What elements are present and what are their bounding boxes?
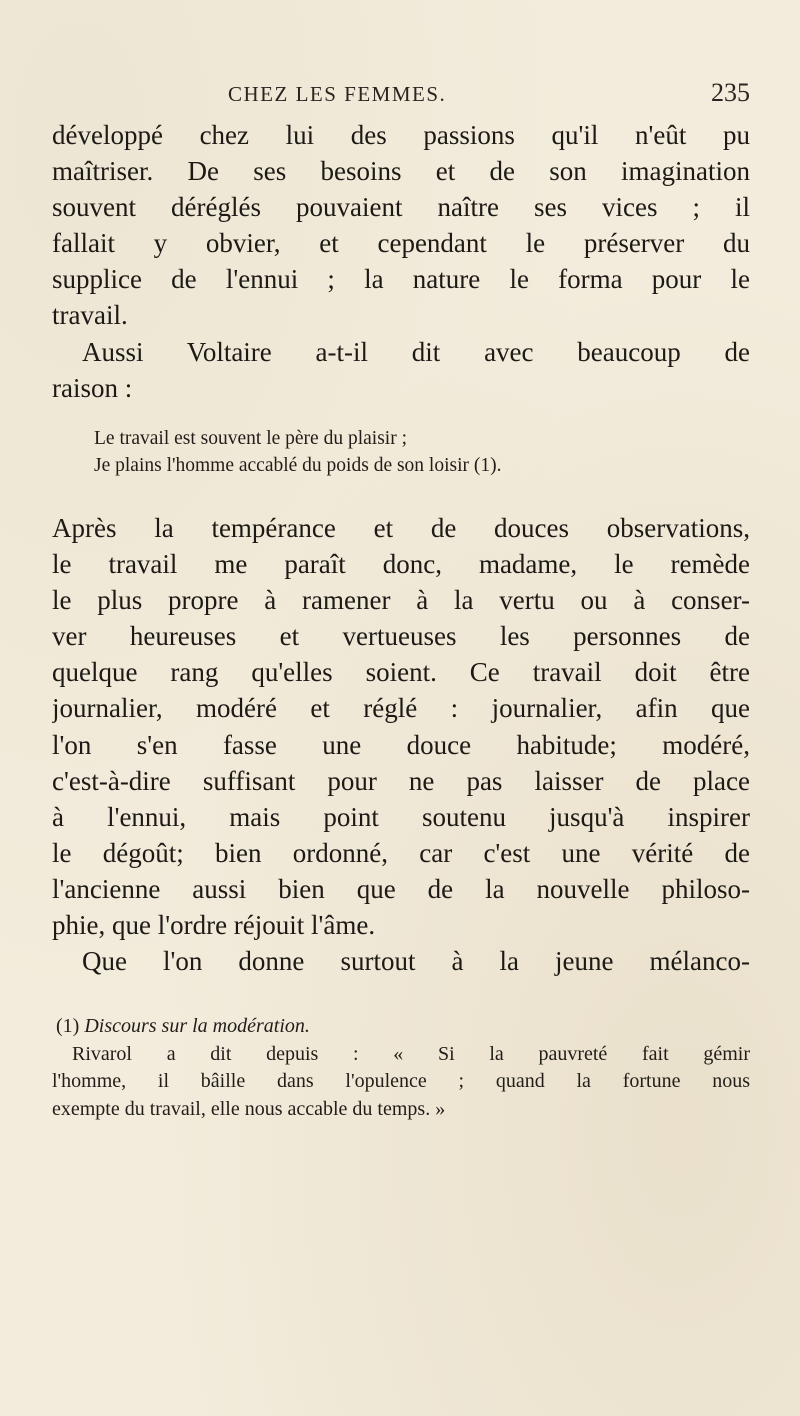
text-line: l'ancienne aussi bien que de la nouvelle philoso- (52, 873, 750, 904)
text-line: développé chez lui des passions qu'il n'eût pu (52, 120, 750, 150)
running-head (0, 78, 800, 112)
verse-line: Je plains l'homme accablé du poids de son loisir (1). (94, 455, 502, 476)
footnote-line: exempte du travail, elle nous accable du temps. » (52, 1097, 446, 1120)
footnote-line: Rivarol a dit depuis : « Si la pauvreté fait gémir (72, 1042, 750, 1065)
text-line: quelque rang qu'elles soient. Ce travail doit être (52, 657, 750, 688)
verse-line: Le travail est souvent le père du plaisir ; (94, 428, 407, 449)
text-line: phie, que l'ordre réjouit l'âme. (52, 910, 376, 941)
footnote-line: l'homme, il bâille dans l'opulence ; quand la fortune nous (52, 1070, 750, 1092)
text-line: à l'ennui, mais point soutenu jusqu'à inspirer (52, 801, 750, 832)
footnote (52, 1013, 750, 1123)
paragraph-2 (52, 510, 750, 979)
text-line: l'on s'en fasse une douce habitude; modéré, (52, 729, 750, 760)
footnote-source: Discours sur la modération. (84, 1015, 310, 1037)
text-line: Que l'on donne surtout à la jeune mélanco- (82, 946, 750, 977)
text-line: le travail me paraît donc, madame, le remède (52, 549, 750, 580)
text-line: journalier, modéré et réglé : journalier, afin que (52, 693, 750, 724)
text-line: le plus propre à ramener à la vertu ou à conser- (52, 585, 750, 616)
text-line: supplice de l'ennui ; la nature le forma pour le (52, 264, 750, 295)
text-line: raison : (52, 372, 133, 403)
text-line: c'est-à-dire suffisant pour ne pas laisser de place (52, 765, 750, 796)
page-number: 235 (711, 78, 750, 107)
text-line: le dégoût; bien ordonné, car c'est une vérité de (52, 837, 750, 868)
text-line: Après la tempérance et de douces observations, (52, 513, 750, 543)
paragraph-1 (52, 117, 750, 406)
text-line: ver heureuses et vertueuses les personnes de (52, 621, 750, 652)
footnote-source-line (52, 1013, 750, 1041)
text-line: travail. (52, 300, 128, 331)
text-line: souvent déréglés pouvaient naître ses vices ; il (52, 192, 750, 223)
verse-quote (94, 425, 502, 479)
text-line: Aussi Voltaire a-t-il dit avec beaucoup de (82, 336, 750, 367)
footnote-marker: (1) (56, 1015, 80, 1037)
text-line: fallait y obvier, et cependant le préserver du (52, 228, 750, 259)
running-title: CHEZ LES FEMMES. (228, 82, 447, 106)
text-line: maîtriser. De ses besoins et de son imagination (52, 156, 750, 187)
